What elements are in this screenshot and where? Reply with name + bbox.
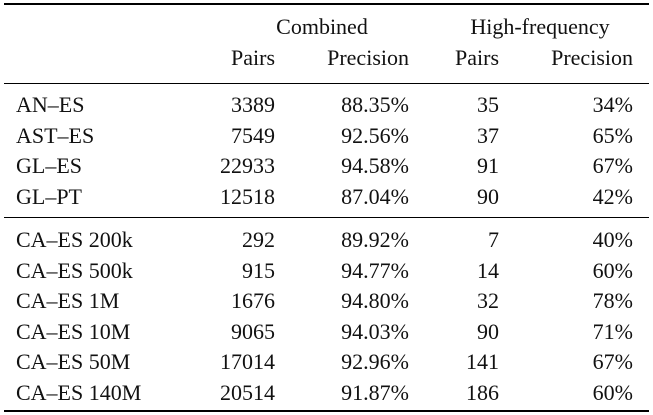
combined-precision-cell: 94.58% (341, 153, 409, 178)
combined-precision-cell: 91.87% (341, 379, 409, 405)
combined-precision-cell: 94.80% (341, 288, 409, 313)
combined-precision-cell: 88.35% (341, 92, 409, 117)
combined-pairs-cell: 7549 (231, 122, 275, 148)
column-header-high-frequency-pairs: Pairs (455, 45, 499, 70)
combined-precision-cell: 87.04% (341, 183, 409, 209)
row-label: CA–ES 500k (16, 257, 133, 283)
combined-pairs-cell: 17014 (220, 349, 275, 374)
combined-pairs-cell: 12518 (220, 183, 275, 209)
high-frequency-pairs-cell: 90 (477, 318, 499, 344)
row-label: CA–ES 10M (16, 318, 131, 344)
table-top-rule (4, 3, 649, 5)
high-frequency-pairs-cell: 14 (477, 257, 499, 283)
column-header-high-frequency-precision: Precision (551, 45, 633, 70)
table-row (4, 181, 649, 212)
combined-pairs-cell: 3389 (231, 92, 275, 117)
group-header-high-frequency: High-frequency (470, 14, 610, 39)
combined-precision-cell: 94.03% (341, 318, 409, 344)
combined-pairs-cell: 1676 (231, 288, 275, 313)
header-rule (4, 83, 649, 84)
high-frequency-precision-cell: 60% (592, 379, 633, 405)
table-row (4, 255, 649, 286)
row-label: CA–ES 140M (16, 379, 142, 405)
column-header-combined-precision: Precision (327, 45, 409, 70)
row-label: GL–ES (16, 153, 82, 178)
row-label: AST–ES (16, 122, 95, 148)
high-frequency-precision-cell: 34% (592, 92, 633, 117)
row-label: CA–ES 200k (16, 227, 133, 252)
high-frequency-precision-cell: 60% (592, 257, 633, 283)
column-header-combined-pairs: Pairs (231, 45, 275, 70)
high-frequency-pairs-cell: 141 (466, 349, 499, 374)
table-row (4, 346, 649, 377)
high-frequency-precision-cell: 78% (592, 288, 633, 313)
table-row (4, 150, 649, 181)
combined-pairs-cell: 20514 (220, 379, 275, 405)
combined-pairs-cell: 292 (242, 227, 275, 252)
combined-pairs-cell: 9065 (231, 318, 275, 344)
table-row (4, 285, 649, 316)
high-frequency-precision-cell: 71% (592, 318, 633, 344)
high-frequency-pairs-cell: 7 (488, 227, 499, 252)
table-row (4, 224, 649, 255)
header-column-row (4, 42, 649, 73)
combined-pairs-cell: 22933 (220, 153, 275, 178)
section-divider-rule (4, 217, 649, 218)
high-frequency-pairs-cell: 91 (477, 153, 499, 178)
high-frequency-pairs-cell: 186 (466, 379, 499, 405)
combined-precision-cell: 92.56% (341, 122, 409, 148)
header-group-row (4, 11, 649, 42)
table-row (4, 377, 649, 408)
combined-precision-cell: 89.92% (341, 227, 409, 252)
high-frequency-precision-cell: 65% (592, 122, 633, 148)
table-row (4, 316, 649, 347)
high-frequency-precision-cell: 40% (592, 227, 633, 252)
combined-precision-cell: 94.77% (341, 257, 409, 283)
row-label: CA–ES 1M (16, 288, 120, 313)
high-frequency-pairs-cell: 90 (477, 183, 499, 209)
high-frequency-precision-cell: 67% (592, 153, 633, 178)
combined-precision-cell: 92.96% (341, 349, 409, 374)
row-label: AN–ES (16, 92, 85, 117)
row-label: CA–ES 50M (16, 349, 131, 374)
high-frequency-precision-cell: 67% (592, 349, 633, 374)
high-frequency-pairs-cell: 35 (477, 92, 499, 117)
high-frequency-precision-cell: 42% (592, 183, 633, 209)
table-row (4, 120, 649, 151)
table-bottom-rule (4, 410, 649, 412)
high-frequency-pairs-cell: 37 (477, 122, 499, 148)
table-row (4, 89, 649, 120)
high-frequency-pairs-cell: 32 (477, 288, 499, 313)
combined-pairs-cell: 915 (242, 257, 275, 283)
group-header-combined: Combined (276, 14, 368, 39)
row-label: GL–PT (16, 183, 82, 209)
